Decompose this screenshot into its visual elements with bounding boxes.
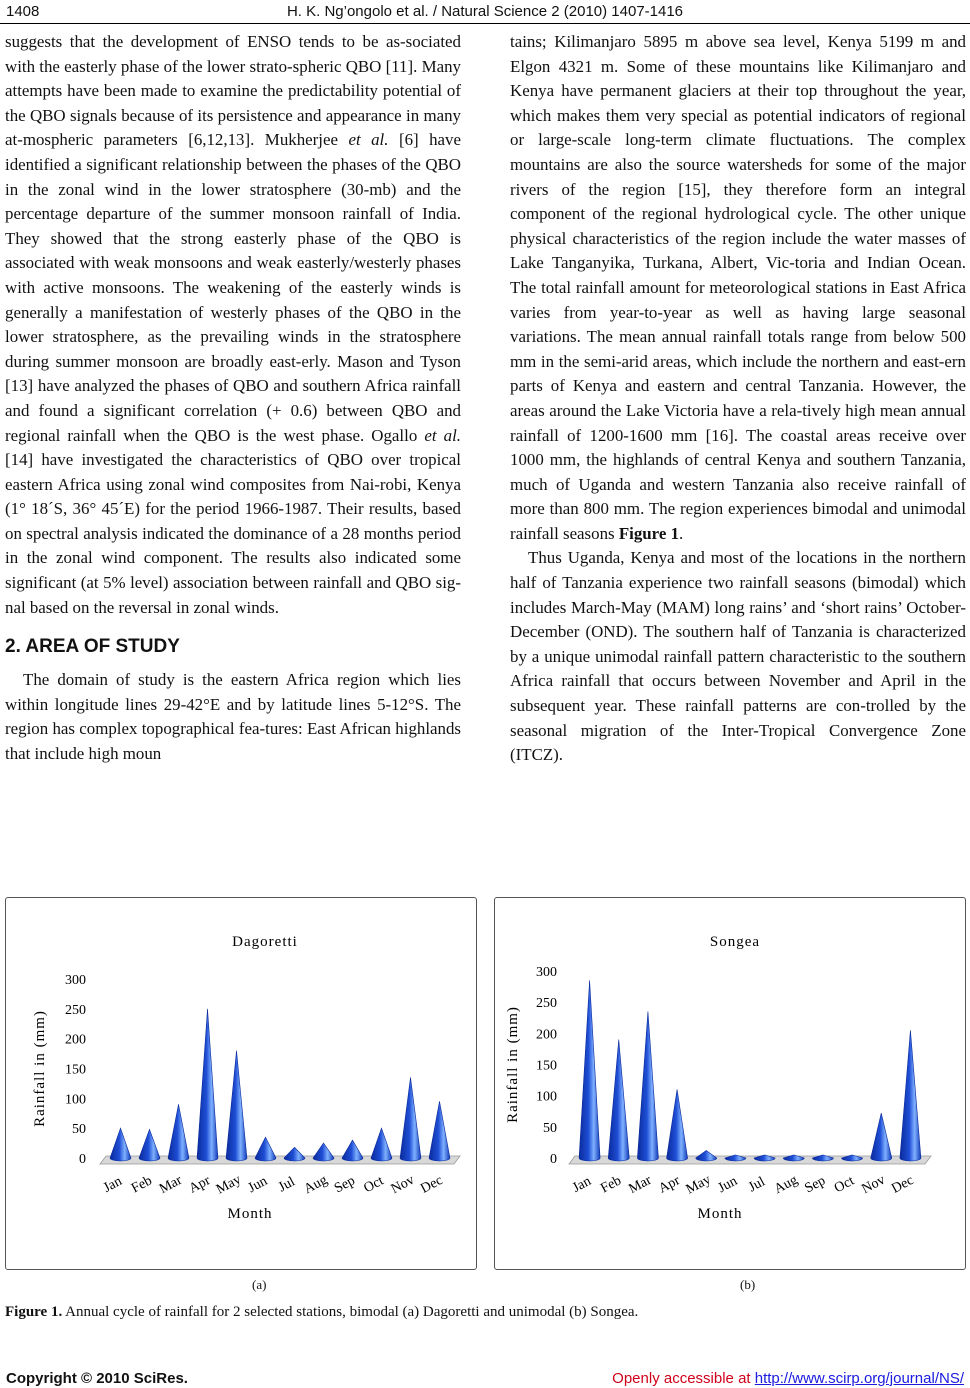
x-tick-label: Feb — [598, 1173, 624, 1197]
x-tick-label: Sep — [802, 1173, 829, 1197]
x-tick-label: Jun — [245, 1173, 270, 1197]
x-tick-label: Nov — [859, 1172, 888, 1198]
x-tick-label: Jul — [276, 1174, 298, 1196]
x-tick-label: Nov — [388, 1172, 418, 1198]
bar-nov — [400, 1077, 421, 1161]
chart-songea — [494, 897, 966, 1270]
bar-aug — [313, 1143, 334, 1161]
x-tick-label: Feb — [129, 1173, 155, 1197]
x-tick-label: Oct — [831, 1173, 857, 1197]
bar-oct — [371, 1128, 392, 1161]
bar-may — [226, 1051, 247, 1161]
subcaption-b: (b) — [740, 1277, 756, 1292]
right-paragraph-2: Thus Uganda, Kenya and most of the locations in the northern half of Tanzania experience two rainfall seasons (bimodal) which includes March-May (MAM) long rains’ and ‘short rains’ October-December (OND). The southern half of Tanzania is characterized by a unique unimodal rainfall pattern characteristic to the southern Africa rainfall that occurs between November and April in the subsequent year. These rainfall patterns are con-trolled by the seasonal migration of the Inter-Tropical Convergence Zone (ITCZ). — [510, 548, 966, 765]
y-tick-label: 300 — [65, 973, 86, 988]
chart-dagoretti-svg — [6, 898, 476, 1269]
chart-songea-svg — [495, 898, 965, 1269]
y-tick-label: 100 — [65, 1092, 86, 1108]
y-tick-label: 50 — [543, 1120, 557, 1136]
x-tick-label: May — [214, 1172, 244, 1198]
footer-copyright: Copyright © 2010 SciRes. — [6, 1370, 188, 1387]
bar-mar — [168, 1104, 189, 1161]
page-number: 1408 — [6, 3, 40, 20]
x-tick-label: Aug — [301, 1172, 331, 1198]
bar-apr — [197, 1009, 218, 1161]
right-column — [510, 30, 966, 768]
bar-jan — [579, 980, 600, 1161]
x-axis-label: Month — [697, 1206, 743, 1222]
x-tick-label: Jan — [570, 1173, 594, 1196]
bar-jun — [255, 1137, 276, 1161]
footer-access: Openly accessible at http://www.scirp.org/journal/NS/ — [612, 1370, 964, 1387]
x-tick-label: Sep — [332, 1173, 358, 1197]
x-axis-label: Month — [227, 1206, 273, 1222]
y-tick-label: 200 — [536, 1027, 557, 1043]
y-tick-label: 50 — [72, 1122, 86, 1138]
y-axis-label: Rainfall in (mm) — [32, 1010, 48, 1127]
journal-link[interactable]: http://www.scirp.org/journal/NS/ — [754, 1370, 964, 1387]
bar-apr — [667, 1089, 688, 1161]
x-tick-label: Dec — [418, 1172, 446, 1197]
subcaption-a: (a) — [252, 1277, 267, 1292]
x-tick-label: Mar — [626, 1172, 655, 1198]
y-tick-label: 150 — [65, 1062, 86, 1078]
x-tick-label: Jul — [746, 1174, 768, 1196]
left-paragraph-1: suggests that the development of ENSO tends to be as-sociated with the easterly phase of the lower strato-spheric QBO [11]. Many attempts have been made to examine the predictability potential of the QBO signals because of its persistence and appearance in many at-mospheric parameters [6,12,13]. Mukherjee et al. [6] have identified a significant relationship between the phases of the QBO in the zonal wind in the lower stratosphere (30-mb) and the percentage departure of the summer monsoon rainfall of India. They showed that the strong easterly phase of the QBO is associated with weak monsoons and weak easterly/westerly phases with active monsoons. The weakening of the easterly winds is generally a manifestation of westerly phases of the QBO in the lower stratosphere, as the prevailing winds in the stratosphere during summer monsoon are broadly east-erly. Mason and Tyson [13] have analyzed the phases of QBO and southern Africa rainfall and found a significant correlation (+ 0.6) between QBO and regional rainfall when the QBO is the west phase. Ogallo et al. [14] have investigated the characteristics of QBO over tropical eastern Africa using zonal wind composites from Nai-robi, Kenya (1° 18´S, 36° 45´E) for the period 1966-1987. Their results, based on spectral analysis indicated the dominance of a 28 months period in the zonal wind component. The results also indicated some significant (at 5% level) association between rainfall and QBO sig-nal based on the reversal in zonal winds. — [5, 32, 461, 617]
bar-dec — [429, 1101, 450, 1161]
bar-jan — [110, 1128, 131, 1161]
x-tick-label: Oct — [361, 1173, 387, 1197]
y-tick-label: 250 — [536, 996, 557, 1012]
bar-mar — [637, 1012, 658, 1161]
bar-feb — [139, 1129, 160, 1161]
x-tick-label: Apr — [656, 1173, 683, 1197]
x-tick-label: Jun — [715, 1173, 740, 1197]
left-column — [5, 30, 461, 767]
x-tick-label: Aug — [771, 1172, 801, 1198]
running-head: H. K. Ng’ongolo et al. / Natural Science 2 (2010) 1407-1416 — [286, 3, 684, 20]
figure-caption: Figure 1. Annual cycle of rainfall for 2 selected stations, bimodal (a) Dagoretti and unimodal (b) Songea. — [5, 1304, 639, 1320]
bar-sep — [342, 1140, 363, 1161]
header-rule — [0, 23, 970, 24]
chart-title: Songea — [709, 934, 761, 950]
y-tick-label: 0 — [79, 1152, 86, 1167]
x-tick-label: Dec — [889, 1172, 917, 1197]
section-heading: 2. AREA OF STUDY — [5, 636, 180, 658]
bar-dec — [900, 1030, 921, 1161]
x-tick-label: May — [683, 1172, 714, 1198]
y-tick-label: 100 — [536, 1089, 557, 1105]
chart-title: Dagoretti — [232, 934, 298, 950]
bar-nov — [871, 1113, 892, 1161]
y-axis-label: Rainfall in (mm) — [505, 1006, 521, 1123]
y-tick-label: 250 — [65, 1002, 86, 1018]
figure-reference[interactable]: Figure 1 — [618, 523, 680, 543]
y-tick-label: 150 — [536, 1058, 557, 1074]
x-tick-label: Jan — [101, 1173, 125, 1196]
bar-feb — [608, 1040, 629, 1161]
right-paragraph-1: tains; Kilimanjaro 5895 m above sea level, Kenya 5199 m and Elgon 4321 m. Some of these mountains like Kilimanjaro and Kenya have permanent glaciers at their top throughout the year, which makes them very special as potential indicators of regional or large-scale long-term climate fluctuations. The complex mountains are also the source watersheds for some of the major rivers of the region [15], they therefore form an integral component of the regional hydrological cycle. The other unique physical characteristics of the region include the water masses of Lake Tanganyika, Turkana, Albert, Vic-toria and Indian Ocean. The total rainfall amount for meteorological stations in East Africa varies from year-to-year as well as having large seasonal variations. The mean annual rainfall totals range from below 500 mm in the semi-arid areas, which include the northern and east-ern parts of Kenya and eastern and central Tanzania. However, the areas around the Lake Victoria have a rela-tively high mean annual rainfall of 1200-1600 mm [16]. The coastal areas receive over 1000 mm, the highlands of central Kenya and southern Tanzania, much of Uganda and western Tanzania also receive rainfall of more than 800 mm. The region experiences bimodal and unimodal rainfall seasons Figure 1. — [510, 32, 966, 543]
x-tick-label: Mar — [157, 1172, 185, 1198]
x-tick-label: Apr — [186, 1173, 213, 1197]
y-tick-label: 300 — [536, 965, 557, 980]
y-tick-label: 0 — [550, 1152, 557, 1167]
left-paragraph-2: The domain of study is the eastern Africa region which lies within longitude lines 29-42°E and by latitude lines 5-12°S. The region has complex topographical fea-tures: East African highlands that include high moun — [5, 670, 461, 764]
page-header — [0, 0, 970, 22]
bar-may — [696, 1151, 717, 1161]
bar-jul — [284, 1147, 305, 1161]
y-tick-label: 200 — [65, 1032, 86, 1048]
chart-dagoretti — [5, 897, 477, 1270]
